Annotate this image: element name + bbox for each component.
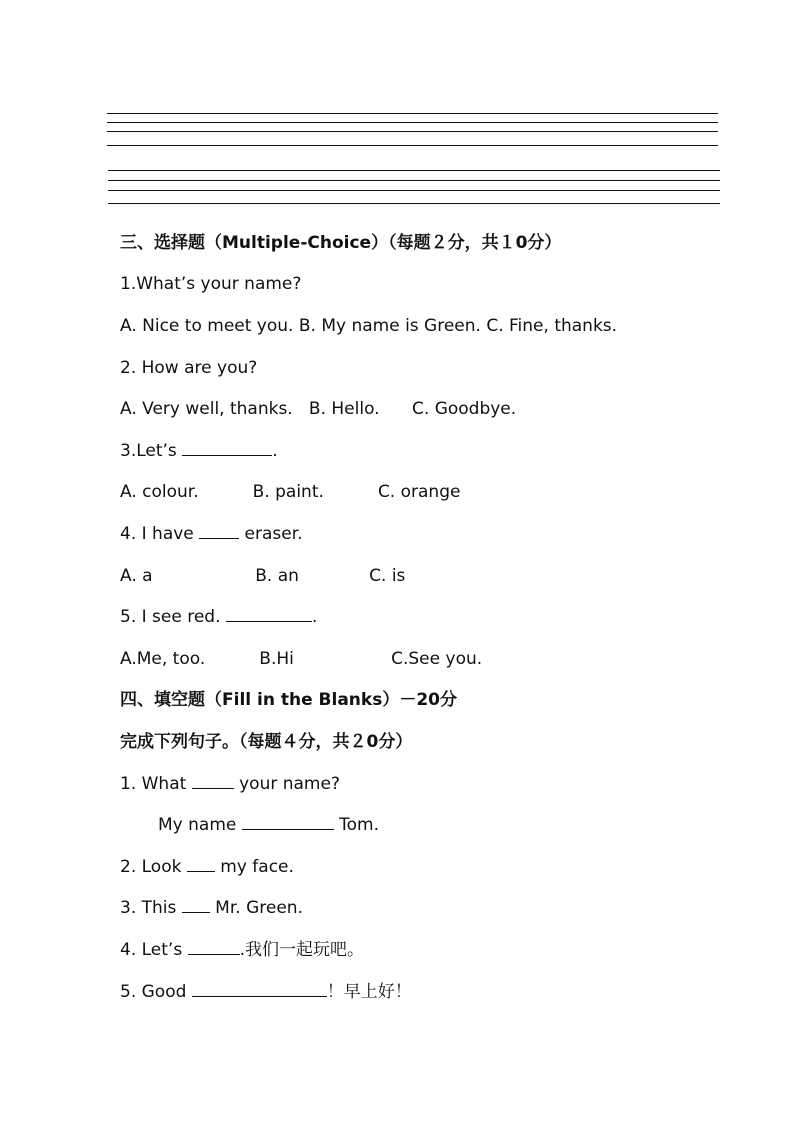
writing-line [107,113,718,114]
answer-blank[interactable] [242,814,334,830]
question-text: Tom. [333,815,380,835]
answer-blank[interactable] [182,440,272,456]
question-text: 3.Let’s [120,441,183,461]
section-heading-multiple-choice: 三、选择题（Multiple-Choice）（每题２分，共１0分） [120,233,562,253]
answer-blank[interactable] [199,523,239,539]
writing-line [107,122,718,123]
answer-blank[interactable] [226,606,312,622]
question-text: My name [158,815,242,835]
question-text: 3. This [120,898,182,918]
writing-line [108,170,720,171]
question-5 [120,606,317,628]
question-text: 5. I see red. [120,607,226,627]
fill-question-2 [120,856,294,878]
writing-line [108,180,720,181]
question-4 [120,523,303,545]
answer-blank[interactable] [192,981,327,997]
question-text: ！早上好！ [326,982,412,1002]
question-1: 1.What’s your name? [120,274,302,294]
question-text: . [311,607,318,627]
section-instruction: 完成下列句子。（每题４分，共２0分） [120,732,413,752]
question-text: 1. What [120,774,192,794]
question-3-options: A. colour. B. paint. C. orange [120,482,461,502]
question-text: eraser. [239,524,303,544]
fill-question-5 [120,981,412,1003]
writing-line [107,145,718,146]
question-text: my face. [214,857,294,877]
fill-question-3 [120,897,303,919]
answer-blank[interactable] [187,856,215,872]
question-text: 4. Let’s [120,940,188,960]
answer-blank[interactable] [192,773,234,789]
question-text: . [272,441,278,461]
question-text: 4. I have [120,524,200,544]
fill-question-1b [158,814,379,836]
question-text: .我们一起玩吧。 [239,940,364,960]
question-5-options: A.Me, too. B.Hi C.See you. [120,649,483,669]
question-text: your name? [233,774,340,794]
writing-line [108,203,720,204]
writing-line [108,190,720,191]
fill-question-4 [120,939,364,961]
answer-blank[interactable] [182,897,210,913]
question-1-options: A. Nice to meet you. B. My name is Green. C. Fine, thanks. [120,316,618,336]
question-4-options: A. a B. an C. is [120,566,406,586]
section-heading-fill-in-blanks: 四、填空题（Fill in the Blanks）－20分 [120,690,457,710]
writing-line [107,131,718,132]
question-text: 2. Look [120,857,187,877]
answer-blank[interactable] [188,939,240,955]
fill-question-1a [120,773,340,795]
question-2: 2. How are you? [120,358,258,378]
question-text: Mr. Green. [209,898,303,918]
question-text: 5. Good [120,982,192,1002]
question-2-options: A. Very well, thanks. B. Hello. C. Goodbye. [120,399,517,419]
question-3 [120,440,278,462]
